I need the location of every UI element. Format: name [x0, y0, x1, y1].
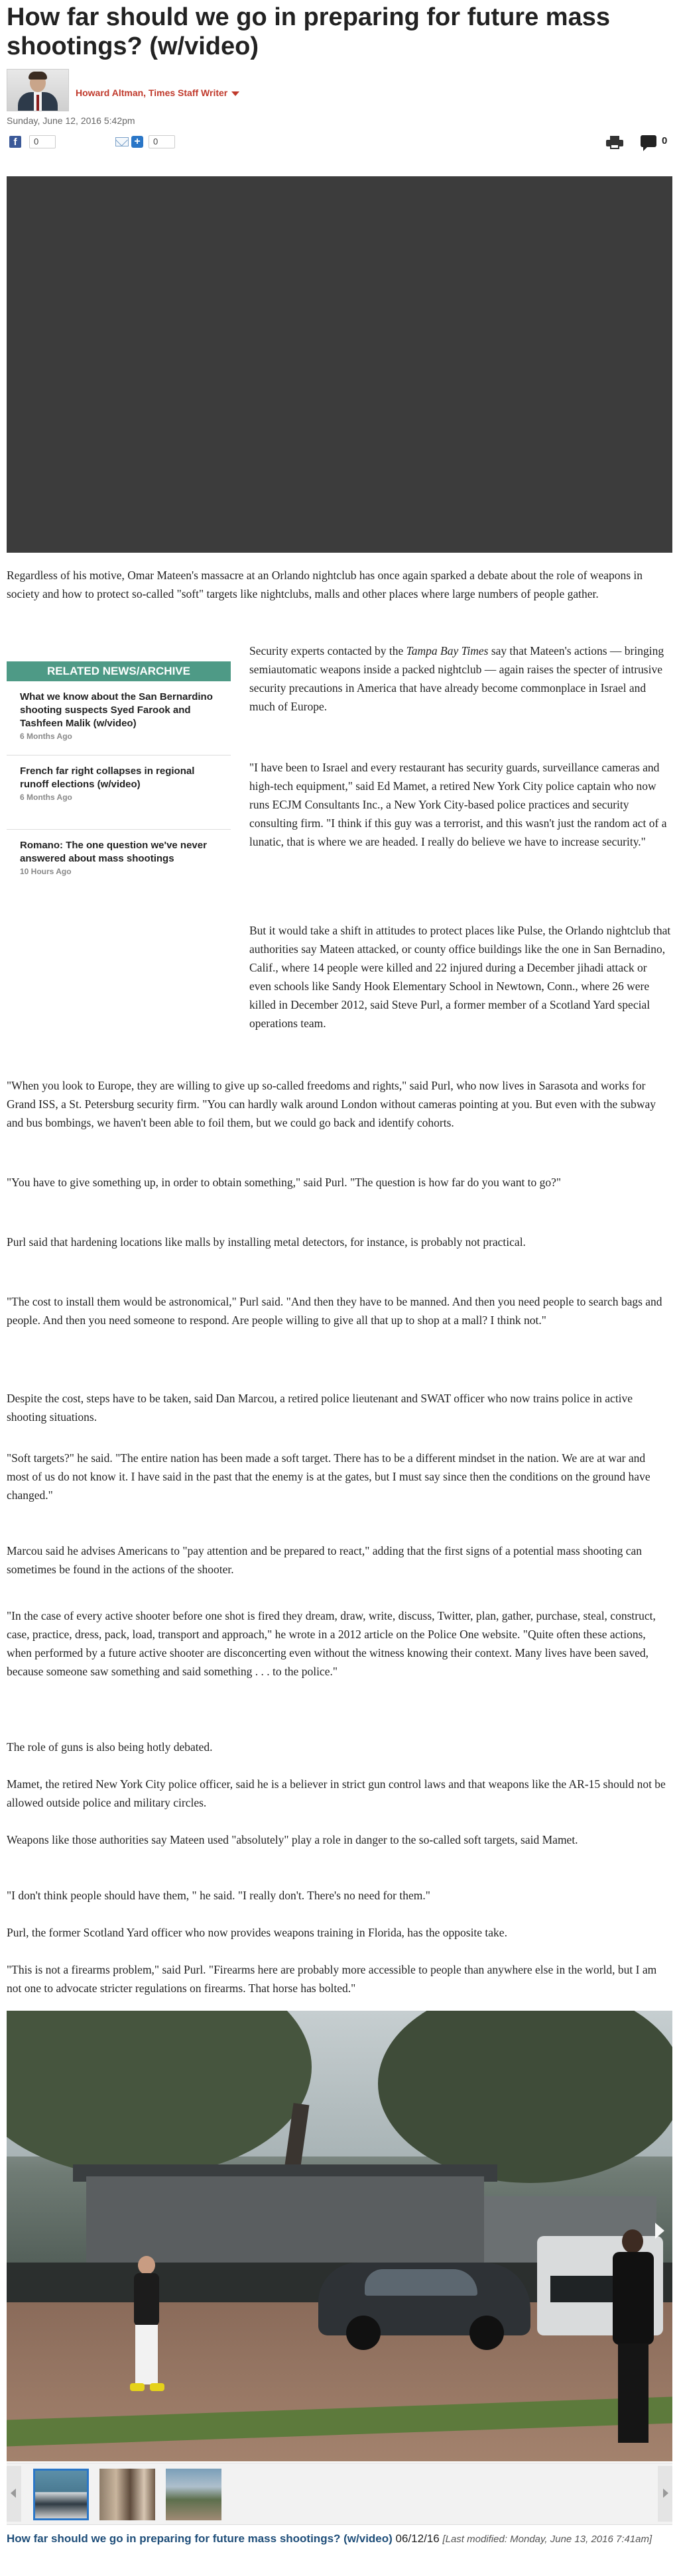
related-news-box [7, 661, 231, 958]
related-item-time: 6 Months Ago [20, 793, 72, 802]
article-dateline: Sunday, June 12, 2016 5:42pm [7, 115, 135, 126]
paragraph: "I don't think people should have them, " he said. "I really don't. There's no need for them." [7, 1889, 430, 1902]
related-item-time: 10 Hours Ago [20, 867, 72, 876]
paragraph: "I have been to Israel and every restaurant has security guards, surveillance cameras and high-tech equipment," said Ed Mamet, a retired New York City police captain who now runs ECJM Consultants Inc., a New York City-based police practices and security consulting firm. "I think if this guy was a terrorist, and this wasn't just the random act of a lunatic, that is where we are headed. I really do believe we have to increase security." [249, 761, 667, 848]
byline [7, 69, 670, 110]
facebook-icon[interactable]: f [9, 136, 21, 148]
print-icon[interactable] [606, 136, 623, 149]
related-item[interactable] [7, 681, 231, 756]
paragraph: "The cost to install them would be astronomical," Purl said. "And then they have to be manned. And then you need people to search bags and people. And then you need someone to respond. Are people willing to give all that up to shop at a mall? I think not." [7, 1295, 662, 1327]
paragraph: "You have to give something up, in order to obtain something," said Purl. "The question is how far do you want to go?" [7, 1176, 562, 1189]
comment-count[interactable]: 0 [662, 135, 668, 146]
paragraph: "When you look to Europe, they are willing to give up so-called freedoms and rights," said Purl, who now lives in Sarasota and works for Grand ISS, a St. Petersburg security firm. "You can hardly walk around London without cameras pointing at you. But even with the subway and bus bombings, we haven't been able to foil them, but we could go back and identify cohorts. [7, 1079, 656, 1129]
related-news-header: RELATED NEWS/ARCHIVE [7, 661, 231, 681]
email-share-count: 0 [149, 135, 175, 148]
email-icon[interactable] [115, 137, 129, 146]
caption-title: How far should we go in preparing for future mass shootings? (w/video) [7, 2532, 393, 2545]
thumbnail-prev-button[interactable] [7, 2466, 21, 2522]
paragraph: "This is not a firearms problem," said Purl. "Firearms here are probably more accessible to people than anywhere else in the world, but I am not one to advocate stricter regulations on firearms. That horse has bolted." [7, 1963, 657, 1995]
paragraph: Purl, the former Scotland Yard officer who now provides weapons training in Florida, has the opposite take. [7, 1926, 507, 1939]
video-player[interactable] [7, 176, 672, 553]
publication-name: Tampa Bay Times [406, 644, 489, 657]
paragraph: Mamet, the retired New York City police officer, said he is a believer in strict gun control laws and that weapons like the AR-15 should not be allowed outside police and military circles. [7, 1777, 666, 1809]
chevron-right-icon [663, 2489, 668, 2498]
author-photo[interactable] [7, 69, 69, 111]
related-item-time: 6 Months Ago [20, 732, 72, 741]
gallery-thumbnail-strip [7, 2463, 672, 2525]
related-item-title[interactable]: French far right collapses in regional runoff elections (w/video) [20, 765, 195, 790]
paragraph: Regardless of his motive, Omar Mateen's massacre at an Orlando nightclub has once again sparked a debate about the role of weapons in society and how to protect so-called "soft" targets like nightclubs, malls and other places where large numbers of people gather. [7, 569, 643, 600]
share-plus-icon[interactable]: + [131, 136, 143, 148]
thumbnail-next-button[interactable] [658, 2466, 672, 2522]
paragraph: Despite the cost, steps have to be taken, said Dan Marcou, a retired police lieutenant and SWAT officer who now trains police in active shooting situations. [7, 1392, 633, 1424]
paragraph: "In the case of every active shooter before one shot is fired they dream, draw, write, discuss, Twitter, plan, gather, purchase, steal, construct, case, practice, dress, pack, load, transport and approach," he wrote in a 2012 article on the Police One website. "Quite often these actions, when performed by a future active shooter are disconcerting even without the witness knowing their context. Many lives have been saved, because someone saw something and said something . . . to the police." [7, 1609, 656, 1678]
facebook-share-count: 0 [29, 135, 56, 148]
author-name[interactable]: Howard Altman, Times Staff Writer [76, 87, 228, 98]
caption-date: 06/12/16 [392, 2532, 443, 2545]
article-headline: How far should we go in preparing for future mass shootings? (w/video) [7, 3, 610, 60]
related-item-title[interactable]: Romano: The one question we've never answered about mass shootings [20, 840, 207, 864]
share-bar [7, 133, 672, 152]
paragraph: "Soft targets?" he said. "The entire nation has been made a soft target. There has to be a different mindset in the nation. We are at war and most of us do not know it. I have said in the past that the enemy is at the gates, but I must say since then the conditions on the ground have changed." [7, 1451, 650, 1502]
photo-caption [7, 2530, 672, 2548]
author-menu[interactable] [76, 87, 239, 98]
gallery-thumbnail[interactable] [99, 2469, 155, 2520]
caret-down-icon[interactable] [231, 91, 239, 96]
paragraph: Security experts contacted by the Tampa Bay Times say that Mateen's actions — bringing semiautomatic weapons inside a packed nightclub — again raises the specter of intrusive security precautions in America that have already become commonplace in Israel and much of Europe. [249, 644, 664, 713]
gallery-thumbnail[interactable] [166, 2469, 221, 2520]
paragraph: But it would take a shift in attitudes to protect places like Pulse, the Orlando nightclub that authorities say Mateen attacked, or county office buildings like the one in San Bernadino, Calif., where 14 people were killed and 22 injured during a December jihadi attack or even schools like Sandy Hook Elementary School in Newtown, Conn., where 26 were killed in December 2012, said Steve Purl, a former member of a Scotland Yard special operations team. [249, 924, 671, 1030]
paragraph: The role of guns is also being hotly debated. [7, 1740, 213, 1754]
chevron-left-icon [11, 2489, 16, 2498]
related-item[interactable] [7, 830, 231, 904]
related-item[interactable] [7, 756, 231, 830]
comment-icon[interactable] [641, 135, 656, 147]
photo-gallery-image[interactable] [7, 2011, 672, 2461]
related-item-title[interactable]: What we know about the San Bernardino shooting suspects Syed Farook and Tashfeen Malik (w/video) [20, 691, 213, 729]
next-photo-arrow-icon[interactable] [655, 2223, 664, 2239]
gallery-thumbnail[interactable] [33, 2469, 89, 2520]
paragraph: Marcou said he advises Americans to "pay attention and be prepared to react," adding that the first signs of a potential mass shooting can sometimes be found in the actions of the shooter. [7, 1544, 643, 1576]
paragraph: Purl said that hardening locations like malls by installing metal detectors, for instance, is probably not practical. [7, 1235, 526, 1249]
paragraph: Weapons like those authorities say Mateen used "absolutely" play a role in danger to the so-called soft targets, said Mamet. [7, 1833, 578, 1846]
caption-last-modified: [Last modified: Monday, June 13, 2016 7:41am] [442, 2534, 652, 2545]
